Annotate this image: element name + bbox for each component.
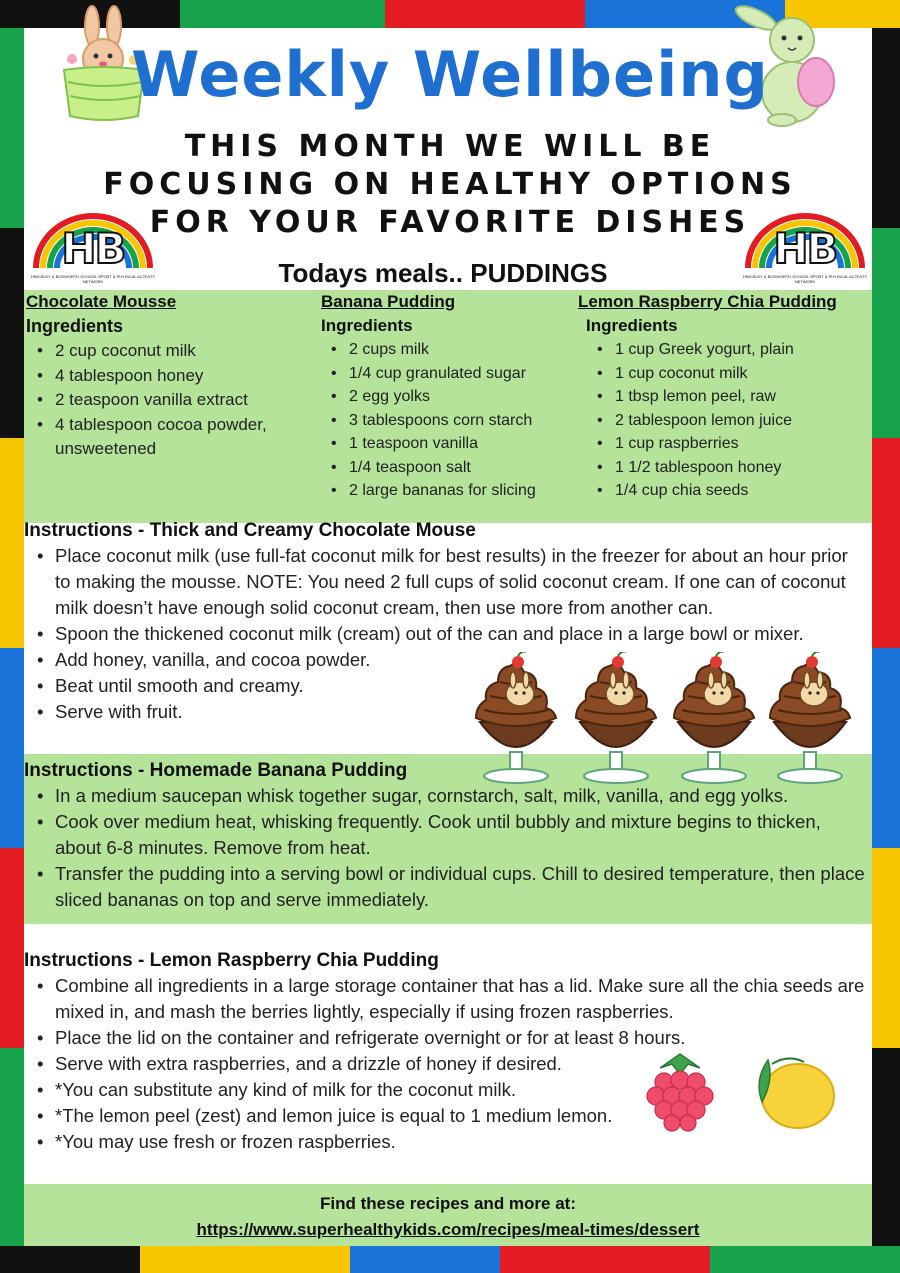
todays-meals-heading: Todays meals.. PUDDINGS xyxy=(278,258,608,288)
list-item: • Serve with extra raspberries, and a drizzle of honey if desired. xyxy=(55,1051,870,1077)
frame-segment xyxy=(0,1048,24,1246)
pudding-sundae-icon xyxy=(566,652,666,786)
list-item: • 1/4 cup granulated sugar xyxy=(349,362,571,386)
frame-segment xyxy=(0,438,24,648)
list-item: • 1 cup coconut milk xyxy=(615,362,870,386)
frame-segment xyxy=(710,1246,900,1273)
frame-segment xyxy=(180,0,385,28)
ingredients-label: Ingredients xyxy=(26,316,124,336)
list-item: • 1/4 cup chia seeds xyxy=(615,479,870,503)
list-item: • 2 egg yolks xyxy=(349,385,571,409)
list-item: • 1 tbsp lemon peel, raw xyxy=(615,385,870,409)
pudding-sundae-icon xyxy=(664,652,764,786)
frame-segment xyxy=(350,1246,500,1273)
instructions-title: Instructions - Lemon Raspberry Chia Pudding xyxy=(24,950,439,971)
list-item: • Spoon the thickened coconut milk (cream) out of the can and place in a large bowl or mixer. xyxy=(55,621,867,647)
list-item: • 2 teaspoon vanilla extract xyxy=(55,388,306,413)
recipe-title: Banana Pudding xyxy=(321,292,456,311)
footer-section xyxy=(24,1184,872,1246)
list-item: • 1 teaspoon vanilla xyxy=(349,432,571,456)
recipe-title: Lemon Raspberry Chia Pudding xyxy=(578,292,837,311)
list-item: • 2 cups milk xyxy=(349,338,571,362)
list-item: • Combine all ingredients in a large storage container that has a lid. Make sure all the chia seeds are mixed in, and mash the berries lightly, especially if using frozen raspberries. xyxy=(55,973,870,1025)
list-item: • 1 1/2 tablespoon honey xyxy=(615,456,870,480)
footer-text: Find these recipes and more at: xyxy=(319,1194,576,1213)
list-item: • 2 cup coconut milk xyxy=(55,339,306,364)
ingredient-list xyxy=(349,338,571,503)
frame-segment xyxy=(0,848,24,1048)
recipe-title: Chocolate Mousse xyxy=(26,292,177,311)
ingredient-list xyxy=(55,339,306,462)
list-item: • 4 tablespoon honey xyxy=(55,364,306,389)
ingredients-label: Ingredients xyxy=(586,316,678,335)
list-item: • In a medium saucepan whisk together sugar, cornstarch, salt, milk, vanilla, and egg yolks. xyxy=(55,783,870,809)
list-item: • 2 large bananas for slicing xyxy=(349,479,571,503)
list-item: • 1 cup Greek yogurt, plain xyxy=(615,338,870,362)
ingredients-section xyxy=(24,290,872,523)
list-item: • Serve with fruit. xyxy=(55,699,867,725)
list-item: • 3 tablespoons corn starch xyxy=(349,409,571,433)
list-item: • 1 cup raspberries xyxy=(615,432,870,456)
list-item: • *You can substitute any kind of milk for the coconut milk. xyxy=(55,1077,870,1103)
frame-segment xyxy=(385,0,585,28)
hb-logo-caption: HINCKLEY & BOSWORTH SCHOOL SPORT & PHYSICAL ACTIVITY NETWORK xyxy=(30,274,156,284)
raspberry-icon xyxy=(640,1050,720,1136)
page-subtitle: THIS MONTH WE WILL BE FOCUSING ON HEALTHY OPTIONS FOR YOUR FAVORITE DISHES xyxy=(103,129,797,240)
list-item: • Cook over medium heat, whisking frequently. Cook until bubbly and mixture begins to thicken, about 6-8 minutes. Remove from heat. xyxy=(55,809,870,861)
page-title: Weekly Wellbeing xyxy=(131,38,769,111)
list-item: • Place the lid on the container and refrigerate overnight or for at least 8 hours. xyxy=(55,1025,870,1051)
instructions-title: Instructions - Homemade Banana Pudding xyxy=(24,760,408,781)
frame-segment xyxy=(872,438,900,648)
list-item: • 4 tablespoon cocoa powder, unsweetened xyxy=(55,413,290,462)
recipe-column xyxy=(321,292,571,503)
instructions-section xyxy=(24,950,870,1155)
list-item: • 1/4 teaspoon salt xyxy=(349,456,571,480)
frame-segment xyxy=(872,848,900,1048)
list-item: • *You may use fresh or frozen raspberries. xyxy=(55,1129,870,1155)
list-item: • Add honey, vanilla, and cocoa powder. xyxy=(55,647,867,673)
instruction-list xyxy=(55,783,870,913)
lemon-icon xyxy=(748,1050,840,1134)
frame-segment xyxy=(0,1246,140,1273)
ingredients-label: Ingredients xyxy=(321,316,413,335)
hb-logo-letters: HB xyxy=(773,224,837,273)
frame-segment xyxy=(500,1246,710,1273)
frame-segment xyxy=(140,1246,350,1273)
instructions-title: Instructions - Thick and Creamy Chocolate Mouse xyxy=(24,520,476,541)
pudding-sundae-icon xyxy=(760,652,860,786)
pudding-sundae-icon xyxy=(466,652,566,786)
ingredient-list xyxy=(615,338,870,503)
frame-segment xyxy=(0,648,24,848)
recipe-column xyxy=(578,292,870,503)
recipes-link[interactable]: https://www.superhealthykids.com/recipes/meal-times/dessert xyxy=(196,1220,700,1239)
hb-logo-letters: HB xyxy=(61,224,125,273)
frame-segment xyxy=(872,1048,900,1246)
list-item: • Place coconut milk (use full-fat coconut milk for best results) in the freezer for about an hour prior to making the mousse. NOTE: You need 2 full cups of solid coconut cream. If one can of coconut milk doesn’t have enough solid coconut cream, then use more from another can. xyxy=(55,543,867,621)
list-item: • *The lemon peel (zest) and lemon juice is equal to 1 medium lemon. xyxy=(55,1103,870,1129)
list-item: • Transfer the pudding into a serving bowl or individual cups. Chill to desired temperature, then place sliced bananas on top and serve immediately. xyxy=(55,861,870,913)
list-item: • Beat until smooth and creamy. xyxy=(55,673,867,699)
recipe-column xyxy=(26,292,306,462)
hb-logo-caption: HINCKLEY & BOSWORTH SCHOOL SPORT & PHYSICAL ACTIVITY NETWORK xyxy=(742,274,868,284)
list-item: • 2 tablespoon lemon juice xyxy=(615,409,870,433)
frame-segment xyxy=(872,648,900,848)
